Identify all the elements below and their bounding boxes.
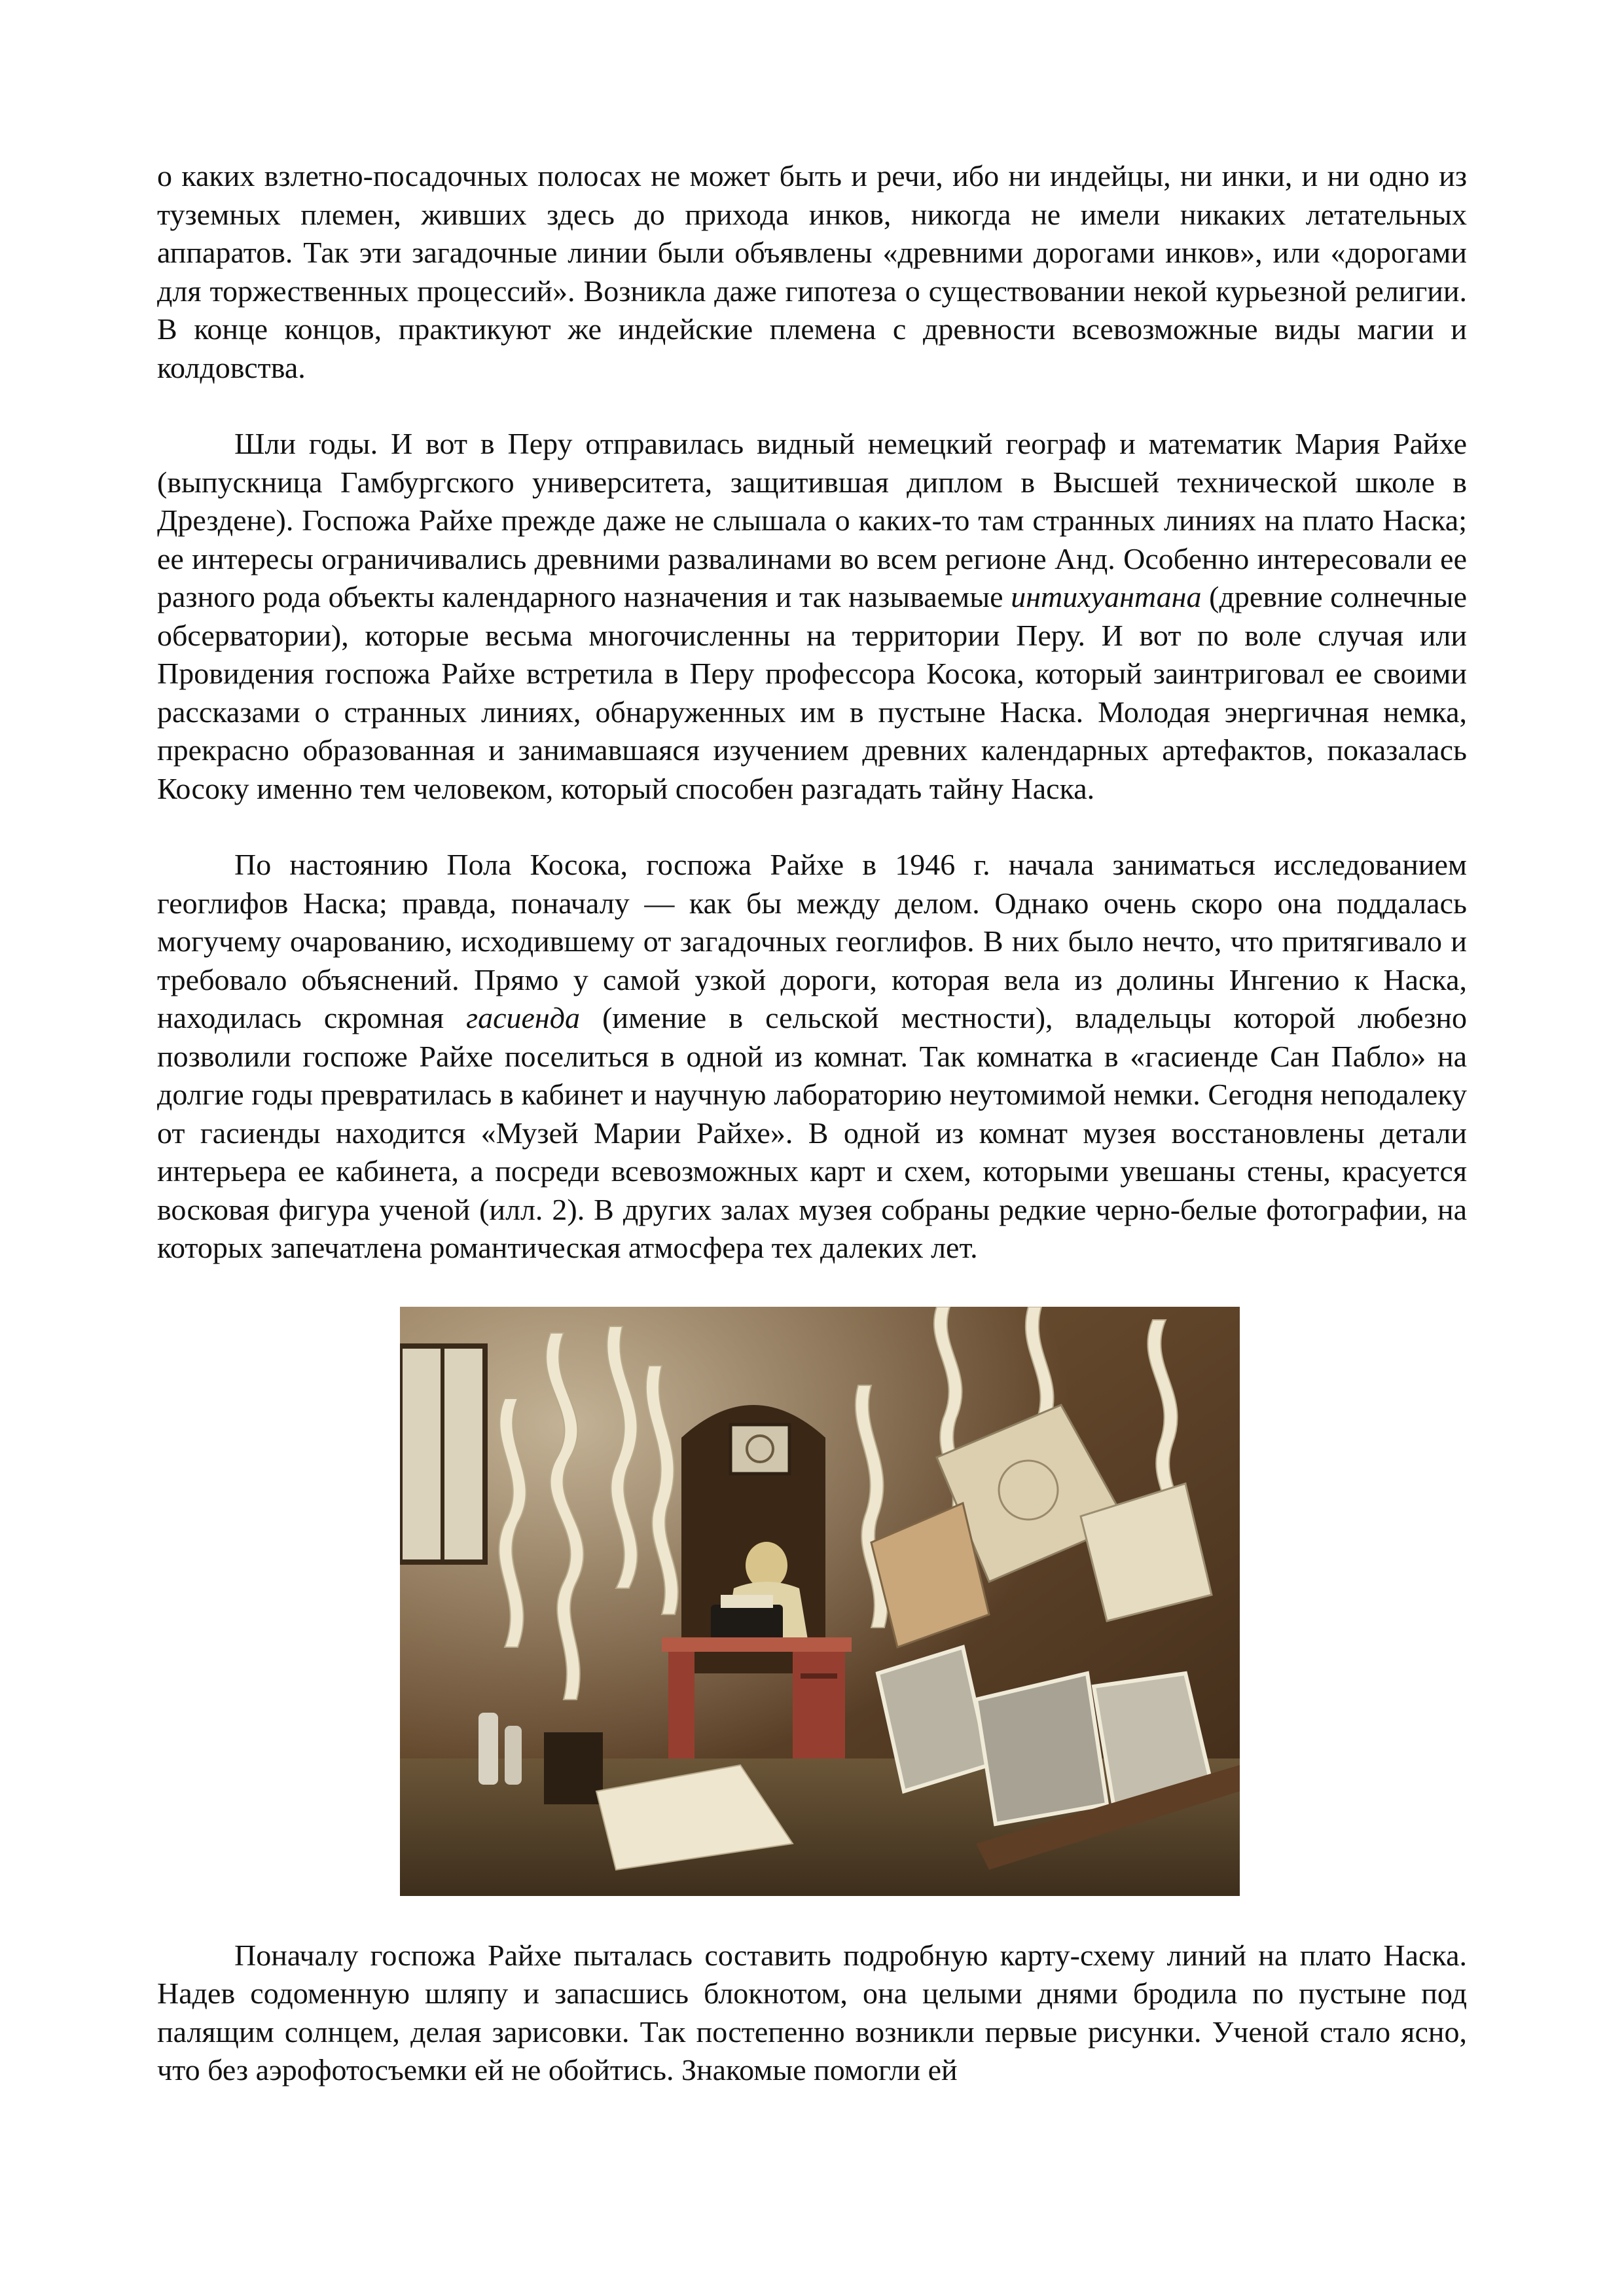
photo-study-room-icon xyxy=(400,1307,1240,1896)
photo-desk-top xyxy=(662,1637,852,1652)
paragraph-1 xyxy=(157,157,1467,387)
paragraph-3 xyxy=(157,846,1467,1267)
paragraph-1-text: о каких взлетно-посадочных полосах не может быть и речи, ибо ни индейцы, ни инки, и ни одно из туземных племен, живших здесь до прихода инков, никогда не имели никаких летательных аппаратов. Так эти загадочные линии были объявлены «древними дорогами инков», или «дорогами для торжественных процессий». Возникла даже гипотеза о существовании некой курьезной религии. В конце концов, практикуют же индейские племена с древности всевозможные виды магии и колдовства. xyxy=(157,159,1467,384)
photo-typewriter xyxy=(711,1605,783,1641)
paragraph-2-italic-term: интихуантана xyxy=(1011,580,1202,613)
figure xyxy=(157,1307,1467,1896)
paragraph-2 xyxy=(157,425,1467,808)
photo-typewriter-paper xyxy=(721,1595,773,1608)
paragraph-4-text: Поначалу госпожа Райхе пыталась составить подробную карту-схему линий на плато Наска. Надев содоменную шляпу и запасшись блокнотом, она целыми днями бродила по пустыне под палящим солнцем, делая зарисовки. Так постепенно возникли первые рисунки. Ученой стало ясно, что без аэрофотосъемки ей не обойтись. Знакомые помогли ей xyxy=(157,1938,1467,2086)
paragraph-4 xyxy=(157,1937,1467,2090)
paragraph-3-text-b: (имение в сельской местности), владельцы которой любезно позволили госпоже Райхе поселиться в одной из комнат. Так комнатка в «гасиенде Сан Пабло» на долгие годы превратилась в кабинет и научную лабораторию неутомимой немки. Сегодня неподалеку от гасиенды находится «Музей Марии Райхе». В одной из комнат музея восстановлены детали интерьера ее кабинета, а посреди всевозможных карт и схем, которыми увешаны стены, красуется восковая фигура ученой (илл. 2). В других залах музея собраны редкие черно-белые фотографии, на которых запечатлена романтическая атмосфера тех далеких лет. xyxy=(157,1001,1467,1264)
photo-bottle-2 xyxy=(505,1726,522,1785)
paragraph-3-text-a: По настоянию Пола Косока, госпожа Райхе в 1946 г. начала заниматься исследованием геоглифов Наска; правда, поначалу — как бы между делом. Однако очень скоро она поддалась могучему очарованию, исходившему от загадочных геоглифов. В них было нечто, что притягивало и требовало объяснений. Прямо у самой узкой дороги, которая вела из долины Ингенио к Наска, находилась скромная xyxy=(157,848,1467,1034)
photo-print-2 xyxy=(976,1673,1107,1824)
photo-desk-drawer xyxy=(793,1652,845,1763)
paragraph-gap xyxy=(157,808,1467,846)
photo-bottle-1 xyxy=(478,1713,498,1785)
document-page xyxy=(157,157,1467,2090)
paragraph-3-italic-term: гасиенда xyxy=(466,1001,581,1034)
photo-desk-leg-left xyxy=(668,1652,695,1763)
paragraph-2-text-a: Шли годы. И вот в Перу отправилась видный немецкий географ и математик Мария Райхе (выпускница Гамбургского университета, защитившая диплом в Высшей технической школе в Дрездене). Госпожа Райхе прежде даже не слышала о каких-то там странных линиях на плато Наска; ее интересы ограничивались древними развалинами во всем регионе Анд. Особенно интересовали ее разного рода объекты календарного назначения и так называемые xyxy=(157,427,1467,613)
photo-desk-handle xyxy=(801,1673,837,1679)
photo-box xyxy=(544,1732,603,1804)
paragraph-gap xyxy=(157,387,1467,425)
paragraph-2-text-b: (древние солнечные обсерватории), которые весьма многочисленны на территории Перу. И вот по воле случая или Провидения госпожа Райхе встретила в Перу профессора Косока, который заинтриговал ее своими рассказами о странных линиях, обнаруженных им в пустыне Наска. Молодая энергичная немка, прекрасно образованная и занимавшаяся изучением древних календарных артефактов, показалась Косоку именно тем человеком, который способен разгадать тайну Наска. xyxy=(157,580,1468,805)
photo-wall-picture xyxy=(731,1425,789,1474)
